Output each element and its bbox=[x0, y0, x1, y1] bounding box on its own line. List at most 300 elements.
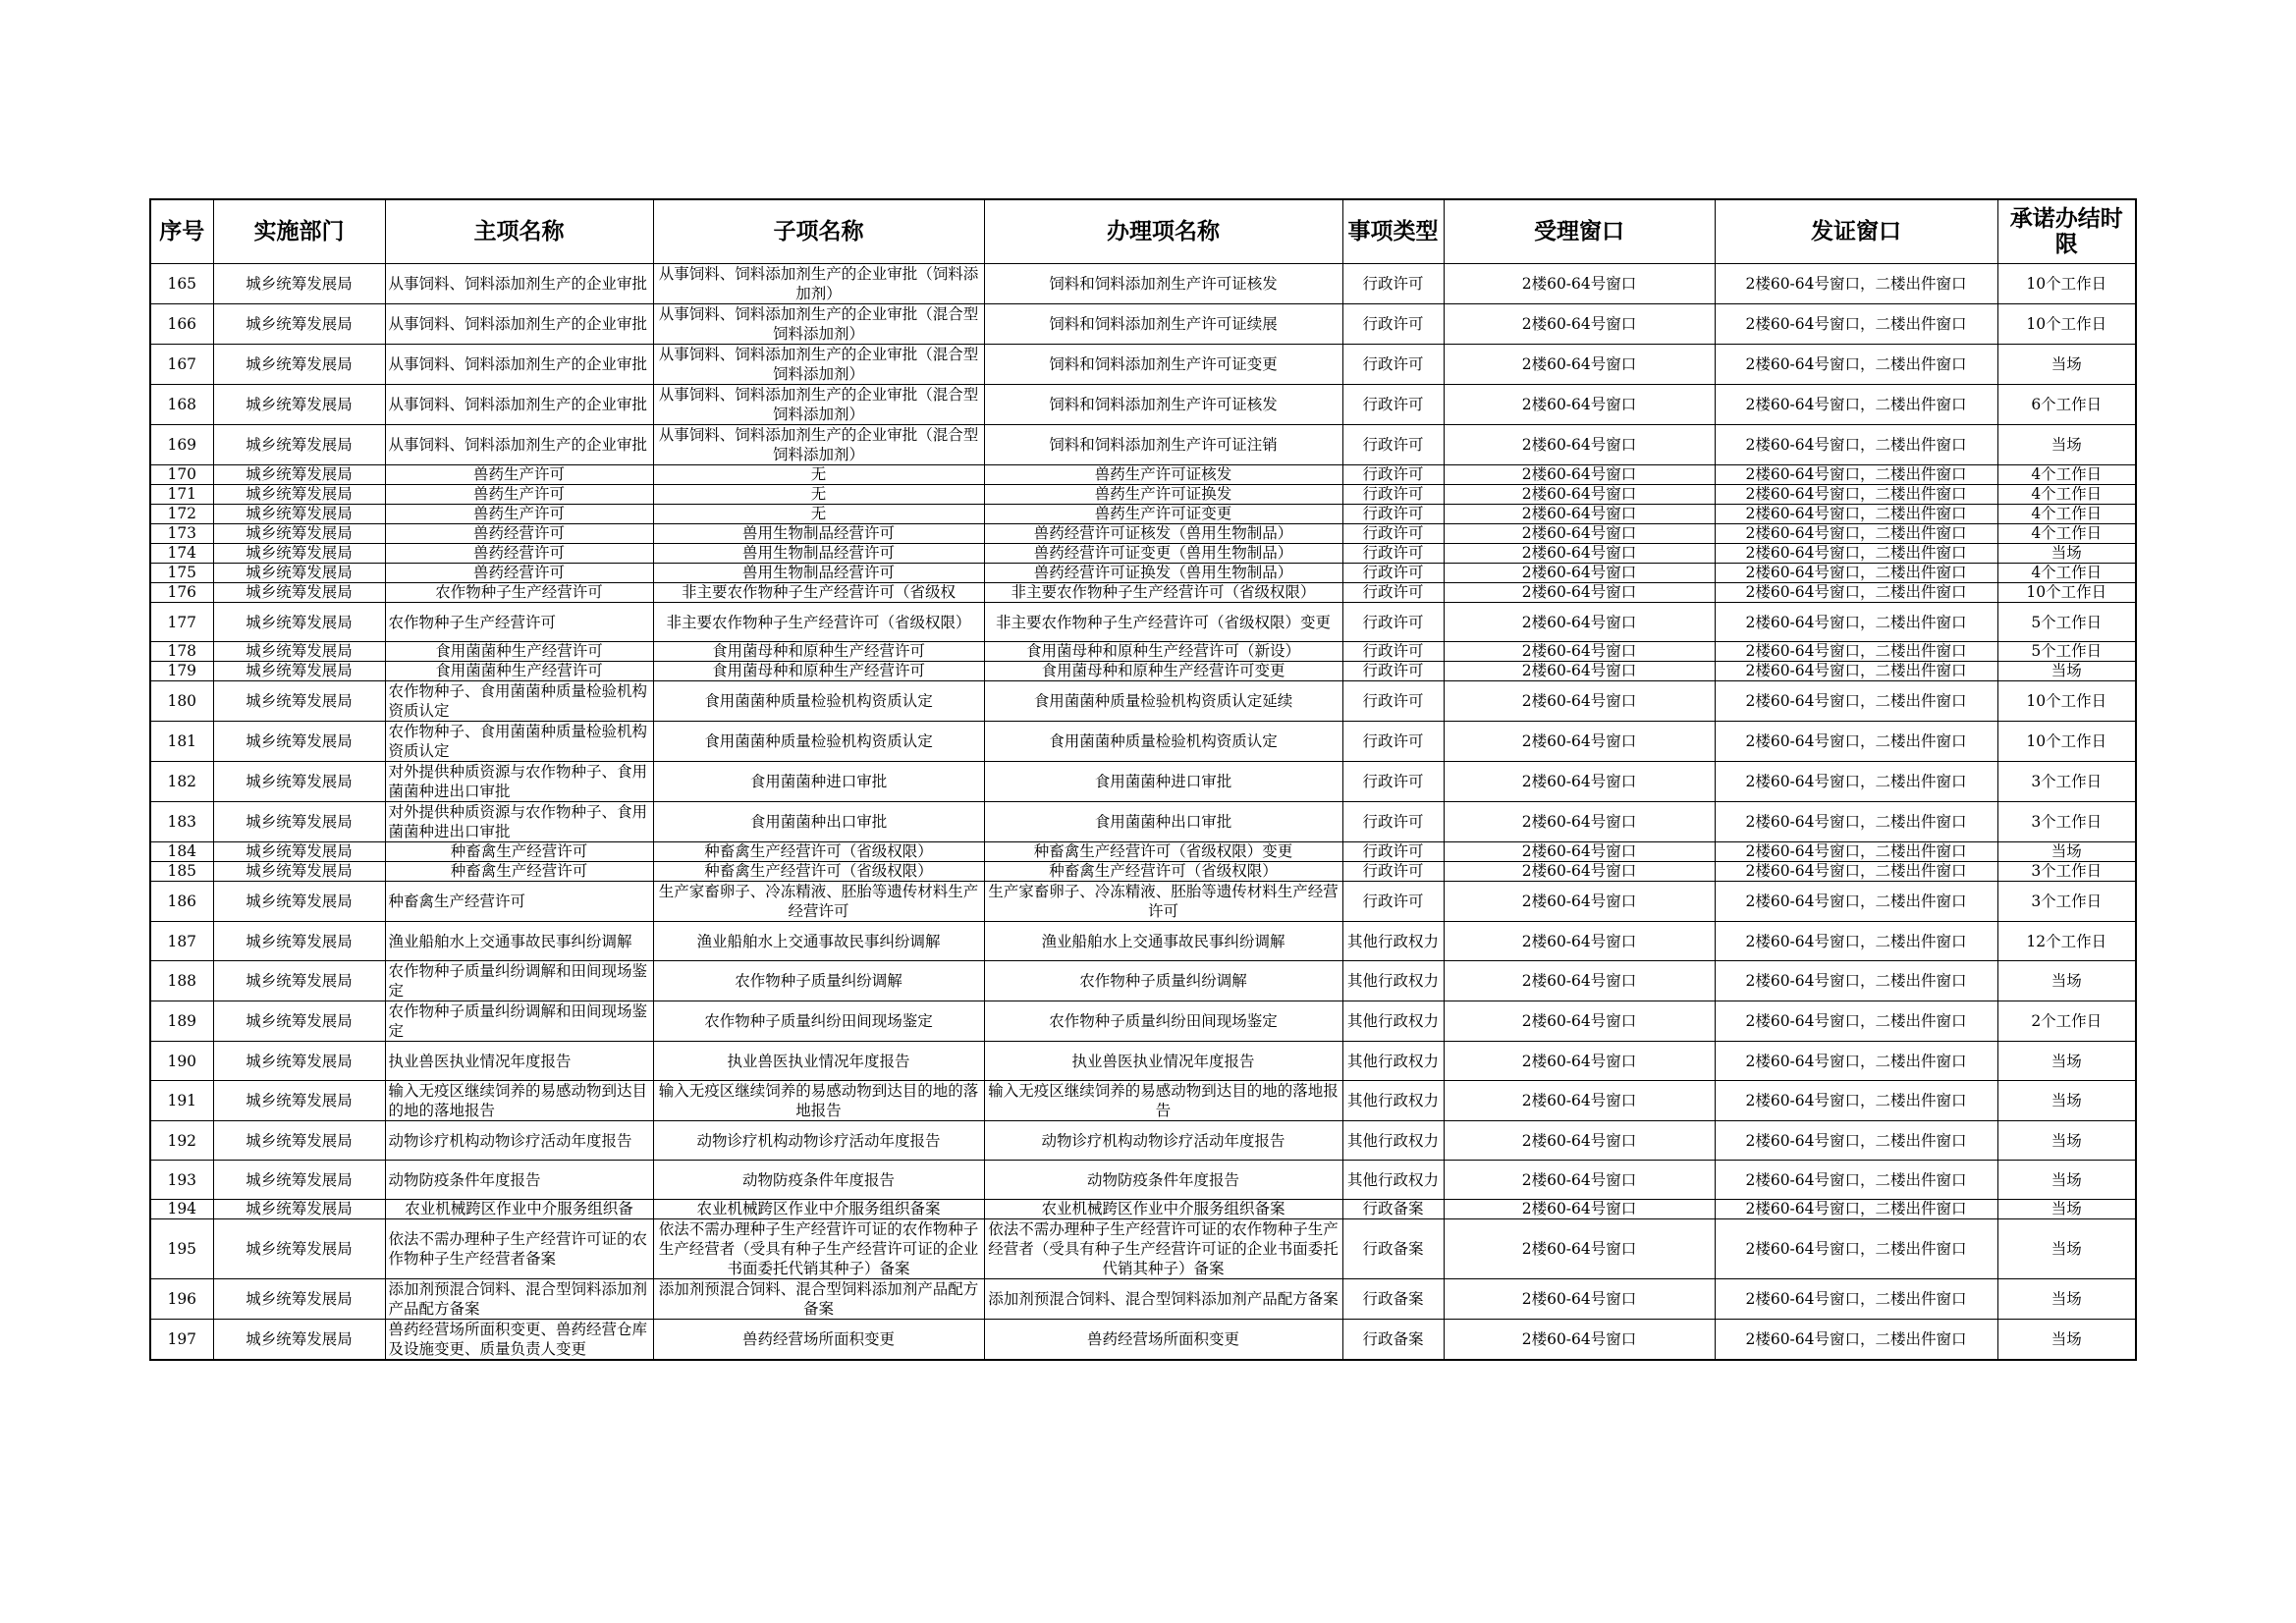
cell-accept-window: 2楼60-64号窗口 bbox=[1444, 425, 1715, 465]
table-row bbox=[150, 642, 2136, 662]
cell-sub-item: 添加剂预混合饲料、混合型饲料添加剂产品配方备案 bbox=[653, 1279, 984, 1320]
cell-issue-window: 2楼60-64号窗口，二楼出件窗口 bbox=[1715, 485, 1997, 505]
cell-index: 188 bbox=[150, 961, 213, 1001]
table-row bbox=[150, 1081, 2136, 1121]
cell-time-limit: 4个工作日 bbox=[1997, 465, 2136, 485]
cell-type: 行政许可 bbox=[1342, 862, 1444, 882]
cell-department: 城乡统筹发展局 bbox=[213, 345, 385, 385]
cell-index: 190 bbox=[150, 1042, 213, 1081]
cell-accept-window: 2楼60-64号窗口 bbox=[1444, 485, 1715, 505]
table-row bbox=[150, 304, 2136, 345]
cell-main-item: 从事饲料、饲料添加剂生产的企业审批 bbox=[385, 425, 653, 465]
cell-accept-window: 2楼60-64号窗口 bbox=[1444, 802, 1715, 842]
cell-accept-window: 2楼60-64号窗口 bbox=[1444, 583, 1715, 603]
table-row bbox=[150, 842, 2136, 862]
cell-sub-item: 非主要农作物种子生产经营许可（省级权 bbox=[653, 583, 984, 603]
cell-accept-window: 2楼60-64号窗口 bbox=[1444, 1279, 1715, 1320]
cell-index: 194 bbox=[150, 1200, 213, 1219]
cell-index: 184 bbox=[150, 842, 213, 862]
cell-type: 行政许可 bbox=[1342, 882, 1444, 922]
cell-index: 171 bbox=[150, 485, 213, 505]
cell-sub-item: 从事饲料、饲料添加剂生产的企业审批（混合型饲料添加剂） bbox=[653, 425, 984, 465]
cell-main-item: 添加剂预混合饲料、混合型饲料添加剂产品配方备案 bbox=[385, 1279, 653, 1320]
cell-index: 182 bbox=[150, 762, 213, 802]
cell-accept-window: 2楼60-64号窗口 bbox=[1444, 465, 1715, 485]
cell-department: 城乡统筹发展局 bbox=[213, 524, 385, 544]
cell-index: 173 bbox=[150, 524, 213, 544]
table-body bbox=[150, 264, 2136, 1361]
cell-time-limit: 当场 bbox=[1997, 425, 2136, 465]
cell-index: 179 bbox=[150, 662, 213, 681]
cell-handling-item: 兽药经营许可证核发（兽用生物制品） bbox=[984, 524, 1342, 544]
cell-sub-item: 从事饲料、饲料添加剂生产的企业审批（混合型饲料添加剂） bbox=[653, 304, 984, 345]
col-header-sub-item: 子项名称 bbox=[653, 199, 984, 264]
cell-accept-window: 2楼60-64号窗口 bbox=[1444, 345, 1715, 385]
table-row bbox=[150, 583, 2136, 603]
cell-handling-item: 兽药生产许可证换发 bbox=[984, 485, 1342, 505]
header-row bbox=[150, 199, 2136, 264]
cell-time-limit: 2个工作日 bbox=[1997, 1001, 2136, 1042]
cell-main-item: 从事饲料、饲料添加剂生产的企业审批 bbox=[385, 264, 653, 304]
cell-main-item: 兽药经营许可 bbox=[385, 564, 653, 583]
cell-department: 城乡统筹发展局 bbox=[213, 681, 385, 722]
table-row bbox=[150, 1320, 2136, 1361]
cell-index: 191 bbox=[150, 1081, 213, 1121]
cell-issue-window: 2楼60-64号窗口，二楼出件窗口 bbox=[1715, 583, 1997, 603]
cell-issue-window: 2楼60-64号窗口，二楼出件窗口 bbox=[1715, 642, 1997, 662]
cell-handling-item: 饲料和饲料添加剂生产许可证续展 bbox=[984, 304, 1342, 345]
table-row bbox=[150, 862, 2136, 882]
col-header-handling-item: 办理项名称 bbox=[984, 199, 1342, 264]
cell-main-item: 执业兽医执业情况年度报告 bbox=[385, 1042, 653, 1081]
table-row bbox=[150, 264, 2136, 304]
cell-department: 城乡统筹发展局 bbox=[213, 1001, 385, 1042]
cell-department: 城乡统筹发展局 bbox=[213, 425, 385, 465]
cell-issue-window: 2楼60-64号窗口，二楼出件窗口 bbox=[1715, 681, 1997, 722]
cell-handling-item: 动物防疫条件年度报告 bbox=[984, 1161, 1342, 1200]
cell-main-item: 兽药经营许可 bbox=[385, 544, 653, 564]
col-header-issue-window: 发证窗口 bbox=[1715, 199, 1997, 264]
cell-handling-item: 食用菌菌种质量检验机构资质认定 bbox=[984, 722, 1342, 762]
cell-time-limit: 当场 bbox=[1997, 1320, 2136, 1361]
cell-index: 186 bbox=[150, 882, 213, 922]
cell-issue-window: 2楼60-64号窗口，二楼出件窗口 bbox=[1715, 385, 1997, 425]
cell-sub-item: 食用菌菌种出口审批 bbox=[653, 802, 984, 842]
cell-type: 行政许可 bbox=[1342, 722, 1444, 762]
cell-department: 城乡统筹发展局 bbox=[213, 1219, 385, 1279]
cell-accept-window: 2楼60-64号窗口 bbox=[1444, 1121, 1715, 1161]
cell-department: 城乡统筹发展局 bbox=[213, 603, 385, 642]
cell-handling-item: 食用菌菌种质量检验机构资质认定延续 bbox=[984, 681, 1342, 722]
cell-index: 166 bbox=[150, 304, 213, 345]
table-row bbox=[150, 1200, 2136, 1219]
cell-sub-item: 生产家畜卵子、冷冻精液、胚胎等遗传材料生产经营许可 bbox=[653, 882, 984, 922]
cell-sub-item: 输入无疫区继续饲养的易感动物到达目的地的落地报告 bbox=[653, 1081, 984, 1121]
cell-sub-item: 兽用生物制品经营许可 bbox=[653, 524, 984, 544]
cell-sub-item: 兽药经营场所面积变更 bbox=[653, 1320, 984, 1361]
cell-index: 170 bbox=[150, 465, 213, 485]
cell-sub-item: 种畜禽生产经营许可（省级权限） bbox=[653, 862, 984, 882]
cell-sub-item: 执业兽医执业情况年度报告 bbox=[653, 1042, 984, 1081]
cell-issue-window: 2楼60-64号窗口，二楼出件窗口 bbox=[1715, 922, 1997, 961]
cell-department: 城乡统筹发展局 bbox=[213, 264, 385, 304]
table-row bbox=[150, 544, 2136, 564]
cell-accept-window: 2楼60-64号窗口 bbox=[1444, 544, 1715, 564]
cell-handling-item: 非主要农作物种子生产经营许可（省级权限） bbox=[984, 583, 1342, 603]
col-header-department: 实施部门 bbox=[213, 199, 385, 264]
cell-accept-window: 2楼60-64号窗口 bbox=[1444, 922, 1715, 961]
cell-handling-item: 食用菌菌种出口审批 bbox=[984, 802, 1342, 842]
cell-main-item: 动物防疫条件年度报告 bbox=[385, 1161, 653, 1200]
cell-time-limit: 当场 bbox=[1997, 842, 2136, 862]
col-header-index: 序号 bbox=[150, 199, 213, 264]
cell-type: 行政许可 bbox=[1342, 264, 1444, 304]
cell-sub-item: 从事饲料、饲料添加剂生产的企业审批（混合型饲料添加剂） bbox=[653, 385, 984, 425]
cell-handling-item: 兽药经营许可证换发（兽用生物制品） bbox=[984, 564, 1342, 583]
cell-time-limit: 10个工作日 bbox=[1997, 264, 2136, 304]
table-row bbox=[150, 385, 2136, 425]
cell-sub-item: 兽用生物制品经营许可 bbox=[653, 564, 984, 583]
cell-time-limit: 10个工作日 bbox=[1997, 722, 2136, 762]
table-row bbox=[150, 882, 2136, 922]
table-row bbox=[150, 465, 2136, 485]
col-header-main-item: 主项名称 bbox=[385, 199, 653, 264]
cell-main-item: 从事饲料、饲料添加剂生产的企业审批 bbox=[385, 345, 653, 385]
cell-department: 城乡统筹发展局 bbox=[213, 762, 385, 802]
cell-main-item: 农作物种子、食用菌菌种质量检验机构资质认定 bbox=[385, 681, 653, 722]
cell-handling-item: 种畜禽生产经营许可（省级权限） bbox=[984, 862, 1342, 882]
cell-issue-window: 2楼60-64号窗口，二楼出件窗口 bbox=[1715, 662, 1997, 681]
cell-accept-window: 2楼60-64号窗口 bbox=[1444, 961, 1715, 1001]
cell-handling-item: 饲料和饲料添加剂生产许可证注销 bbox=[984, 425, 1342, 465]
table-row bbox=[150, 961, 2136, 1001]
cell-handling-item: 食用菌菌种进口审批 bbox=[984, 762, 1342, 802]
table-row bbox=[150, 1001, 2136, 1042]
cell-issue-window: 2楼60-64号窗口，二楼出件窗口 bbox=[1715, 961, 1997, 1001]
cell-issue-window: 2楼60-64号窗口，二楼出件窗口 bbox=[1715, 264, 1997, 304]
cell-main-item: 种畜禽生产经营许可 bbox=[385, 882, 653, 922]
cell-index: 168 bbox=[150, 385, 213, 425]
cell-issue-window: 2楼60-64号窗口，二楼出件窗口 bbox=[1715, 762, 1997, 802]
cell-department: 城乡统筹发展局 bbox=[213, 583, 385, 603]
cell-main-item: 兽药经营场所面积变更、兽药经营仓库及设施变更、质量负责人变更 bbox=[385, 1320, 653, 1361]
cell-handling-item: 输入无疫区继续饲养的易感动物到达目的地的落地报告 bbox=[984, 1081, 1342, 1121]
table-row bbox=[150, 802, 2136, 842]
cell-department: 城乡统筹发展局 bbox=[213, 882, 385, 922]
cell-accept-window: 2楼60-64号窗口 bbox=[1444, 603, 1715, 642]
cell-department: 城乡统筹发展局 bbox=[213, 1200, 385, 1219]
cell-accept-window: 2楼60-64号窗口 bbox=[1444, 524, 1715, 544]
cell-index: 177 bbox=[150, 603, 213, 642]
table-row bbox=[150, 425, 2136, 465]
cell-index: 169 bbox=[150, 425, 213, 465]
cell-type: 行政备案 bbox=[1342, 1200, 1444, 1219]
cell-accept-window: 2楼60-64号窗口 bbox=[1444, 1042, 1715, 1081]
cell-handling-item: 执业兽医执业情况年度报告 bbox=[984, 1042, 1342, 1081]
cell-type: 行政许可 bbox=[1342, 524, 1444, 544]
cell-time-limit: 3个工作日 bbox=[1997, 862, 2136, 882]
cell-time-limit: 当场 bbox=[1997, 1161, 2136, 1200]
col-header-accept-window: 受理窗口 bbox=[1444, 199, 1715, 264]
cell-index: 192 bbox=[150, 1121, 213, 1161]
cell-time-limit: 当场 bbox=[1997, 1279, 2136, 1320]
cell-index: 180 bbox=[150, 681, 213, 722]
cell-time-limit: 5个工作日 bbox=[1997, 603, 2136, 642]
cell-accept-window: 2楼60-64号窗口 bbox=[1444, 1219, 1715, 1279]
cell-time-limit: 当场 bbox=[1997, 662, 2136, 681]
cell-sub-item: 依法不需办理种子生产经营许可证的农作物种子生产经营者（受具有种子生产经营许可证的企业书面委托代销其种子）备案 bbox=[653, 1219, 984, 1279]
cell-index: 181 bbox=[150, 722, 213, 762]
cell-issue-window: 2楼60-64号窗口，二楼出件窗口 bbox=[1715, 1001, 1997, 1042]
table-row bbox=[150, 922, 2136, 961]
cell-issue-window: 2楼60-64号窗口，二楼出件窗口 bbox=[1715, 425, 1997, 465]
cell-sub-item: 农作物种子质量纠纷田间现场鉴定 bbox=[653, 1001, 984, 1042]
cell-type: 行政许可 bbox=[1342, 681, 1444, 722]
cell-department: 城乡统筹发展局 bbox=[213, 385, 385, 425]
cell-sub-item: 渔业船舶水上交通事故民事纠纷调解 bbox=[653, 922, 984, 961]
cell-main-item: 农作物种子质量纠纷调解和田间现场鉴定 bbox=[385, 961, 653, 1001]
cell-main-item: 动物诊疗机构动物诊疗活动年度报告 bbox=[385, 1121, 653, 1161]
cell-time-limit: 4个工作日 bbox=[1997, 524, 2136, 544]
cell-handling-item: 兽药经营场所面积变更 bbox=[984, 1320, 1342, 1361]
cell-main-item: 兽药生产许可 bbox=[385, 505, 653, 524]
cell-index: 195 bbox=[150, 1219, 213, 1279]
cell-type: 其他行政权力 bbox=[1342, 1121, 1444, 1161]
cell-accept-window: 2楼60-64号窗口 bbox=[1444, 662, 1715, 681]
cell-index: 165 bbox=[150, 264, 213, 304]
cell-type: 行政许可 bbox=[1342, 345, 1444, 385]
cell-department: 城乡统筹发展局 bbox=[213, 922, 385, 961]
cell-index: 187 bbox=[150, 922, 213, 961]
cell-type: 行政许可 bbox=[1342, 465, 1444, 485]
cell-time-limit: 3个工作日 bbox=[1997, 762, 2136, 802]
cell-issue-window: 2楼60-64号窗口，二楼出件窗口 bbox=[1715, 802, 1997, 842]
cell-department: 城乡统筹发展局 bbox=[213, 564, 385, 583]
cell-sub-item: 食用菌菌种质量检验机构资质认定 bbox=[653, 722, 984, 762]
cell-time-limit: 10个工作日 bbox=[1997, 304, 2136, 345]
table-row bbox=[150, 345, 2136, 385]
cell-accept-window: 2楼60-64号窗口 bbox=[1444, 1200, 1715, 1219]
cell-accept-window: 2楼60-64号窗口 bbox=[1444, 564, 1715, 583]
cell-main-item: 输入无疫区继续饲养的易感动物到达目的地的落地报告 bbox=[385, 1081, 653, 1121]
cell-index: 185 bbox=[150, 862, 213, 882]
cell-issue-window: 2楼60-64号窗口，二楼出件窗口 bbox=[1715, 1279, 1997, 1320]
cell-time-limit: 6个工作日 bbox=[1997, 385, 2136, 425]
cell-sub-item: 从事饲料、饲料添加剂生产的企业审批（饲料添加剂） bbox=[653, 264, 984, 304]
cell-type: 其他行政权力 bbox=[1342, 1042, 1444, 1081]
table-row bbox=[150, 662, 2136, 681]
cell-department: 城乡统筹发展局 bbox=[213, 1081, 385, 1121]
cell-department: 城乡统筹发展局 bbox=[213, 485, 385, 505]
cell-accept-window: 2楼60-64号窗口 bbox=[1444, 1001, 1715, 1042]
cell-type: 其他行政权力 bbox=[1342, 1081, 1444, 1121]
cell-issue-window: 2楼60-64号窗口，二楼出件窗口 bbox=[1715, 603, 1997, 642]
cell-accept-window: 2楼60-64号窗口 bbox=[1444, 842, 1715, 862]
cell-time-limit: 5个工作日 bbox=[1997, 642, 2136, 662]
cell-main-item: 对外提供种质资源与农作物种子、食用菌菌种进出口审批 bbox=[385, 802, 653, 842]
table-row bbox=[150, 603, 2136, 642]
cell-accept-window: 2楼60-64号窗口 bbox=[1444, 762, 1715, 802]
table-row bbox=[150, 1121, 2136, 1161]
cell-handling-item: 食用菌母种和原种生产经营许可（新设） bbox=[984, 642, 1342, 662]
cell-handling-item: 添加剂预混合饲料、混合型饲料添加剂产品配方备案 bbox=[984, 1279, 1342, 1320]
cell-type: 行政许可 bbox=[1342, 603, 1444, 642]
cell-main-item: 兽药生产许可 bbox=[385, 465, 653, 485]
cell-type: 行政备案 bbox=[1342, 1219, 1444, 1279]
cell-type: 行政许可 bbox=[1342, 304, 1444, 345]
cell-department: 城乡统筹发展局 bbox=[213, 304, 385, 345]
cell-type: 其他行政权力 bbox=[1342, 1161, 1444, 1200]
cell-type: 行政许可 bbox=[1342, 485, 1444, 505]
cell-time-limit: 当场 bbox=[1997, 1219, 2136, 1279]
cell-time-limit: 当场 bbox=[1997, 544, 2136, 564]
cell-index: 196 bbox=[150, 1279, 213, 1320]
cell-main-item: 对外提供种质资源与农作物种子、食用菌菌种进出口审批 bbox=[385, 762, 653, 802]
cell-issue-window: 2楼60-64号窗口，二楼出件窗口 bbox=[1715, 1081, 1997, 1121]
cell-department: 城乡统筹发展局 bbox=[213, 1279, 385, 1320]
table-row bbox=[150, 505, 2136, 524]
cell-type: 行政许可 bbox=[1342, 505, 1444, 524]
cell-type: 行政许可 bbox=[1342, 662, 1444, 681]
cell-type: 其他行政权力 bbox=[1342, 922, 1444, 961]
cell-index: 178 bbox=[150, 642, 213, 662]
cell-time-limit: 当场 bbox=[1997, 1042, 2136, 1081]
cell-department: 城乡统筹发展局 bbox=[213, 1320, 385, 1361]
cell-accept-window: 2楼60-64号窗口 bbox=[1444, 264, 1715, 304]
cell-index: 193 bbox=[150, 1161, 213, 1200]
col-header-time-limit: 承诺办结时限 bbox=[1997, 199, 2136, 264]
cell-time-limit: 当场 bbox=[1997, 1200, 2136, 1219]
cell-type: 行政许可 bbox=[1342, 385, 1444, 425]
cell-department: 城乡统筹发展局 bbox=[213, 862, 385, 882]
cell-time-limit: 4个工作日 bbox=[1997, 564, 2136, 583]
cell-department: 城乡统筹发展局 bbox=[213, 1121, 385, 1161]
cell-accept-window: 2楼60-64号窗口 bbox=[1444, 1081, 1715, 1121]
cell-main-item: 种畜禽生产经营许可 bbox=[385, 862, 653, 882]
cell-handling-item: 生产家畜卵子、冷冻精液、胚胎等遗传材料生产经营许可 bbox=[984, 882, 1342, 922]
cell-issue-window: 2楼60-64号窗口，二楼出件窗口 bbox=[1715, 465, 1997, 485]
cell-department: 城乡统筹发展局 bbox=[213, 544, 385, 564]
cell-handling-item: 农作物种子质量纠纷田间现场鉴定 bbox=[984, 1001, 1342, 1042]
cell-sub-item: 动物防疫条件年度报告 bbox=[653, 1161, 984, 1200]
cell-main-item: 食用菌菌种生产经营许可 bbox=[385, 642, 653, 662]
cell-handling-item: 动物诊疗机构动物诊疗活动年度报告 bbox=[984, 1121, 1342, 1161]
cell-issue-window: 2楼60-64号窗口，二楼出件窗口 bbox=[1715, 505, 1997, 524]
cell-main-item: 农作物种子生产经营许可 bbox=[385, 603, 653, 642]
cell-sub-item: 兽用生物制品经营许可 bbox=[653, 544, 984, 564]
cell-handling-item: 种畜禽生产经营许可（省级权限）变更 bbox=[984, 842, 1342, 862]
cell-accept-window: 2楼60-64号窗口 bbox=[1444, 1320, 1715, 1361]
cell-type: 其他行政权力 bbox=[1342, 961, 1444, 1001]
cell-sub-item: 无 bbox=[653, 485, 984, 505]
cell-department: 城乡统筹发展局 bbox=[213, 505, 385, 524]
cell-main-item: 食用菌菌种生产经营许可 bbox=[385, 662, 653, 681]
cell-type: 行政许可 bbox=[1342, 642, 1444, 662]
cell-index: 172 bbox=[150, 505, 213, 524]
cell-issue-window: 2楼60-64号窗口，二楼出件窗口 bbox=[1715, 1161, 1997, 1200]
cell-handling-item: 农业机械跨区作业中介服务组织备案 bbox=[984, 1200, 1342, 1219]
cell-department: 城乡统筹发展局 bbox=[213, 802, 385, 842]
table-row bbox=[150, 1219, 2136, 1279]
cell-issue-window: 2楼60-64号窗口，二楼出件窗口 bbox=[1715, 1200, 1997, 1219]
cell-sub-item: 食用菌菌种质量检验机构资质认定 bbox=[653, 681, 984, 722]
cell-accept-window: 2楼60-64号窗口 bbox=[1444, 385, 1715, 425]
cell-index: 189 bbox=[150, 1001, 213, 1042]
cell-department: 城乡统筹发展局 bbox=[213, 662, 385, 681]
cell-main-item: 从事饲料、饲料添加剂生产的企业审批 bbox=[385, 304, 653, 345]
cell-department: 城乡统筹发展局 bbox=[213, 1042, 385, 1081]
cell-main-item: 农作物种子质量纠纷调解和田间现场鉴定 bbox=[385, 1001, 653, 1042]
cell-index: 167 bbox=[150, 345, 213, 385]
cell-department: 城乡统筹发展局 bbox=[213, 722, 385, 762]
cell-main-item: 农业机械跨区作业中介服务组织备 bbox=[385, 1200, 653, 1219]
cell-department: 城乡统筹发展局 bbox=[213, 465, 385, 485]
cell-sub-item: 非主要农作物种子生产经营许可（省级权限） bbox=[653, 603, 984, 642]
cell-main-item: 依法不需办理种子生产经营许可证的农作物种子生产经营者备案 bbox=[385, 1219, 653, 1279]
cell-index: 175 bbox=[150, 564, 213, 583]
cell-time-limit: 12个工作日 bbox=[1997, 922, 2136, 961]
cell-handling-item: 食用菌母种和原种生产经营许可变更 bbox=[984, 662, 1342, 681]
cell-time-limit: 3个工作日 bbox=[1997, 802, 2136, 842]
cell-time-limit: 当场 bbox=[1997, 345, 2136, 385]
cell-main-item: 种畜禽生产经营许可 bbox=[385, 842, 653, 862]
cell-handling-item: 饲料和饲料添加剂生产许可证核发 bbox=[984, 385, 1342, 425]
cell-time-limit: 4个工作日 bbox=[1997, 485, 2136, 505]
cell-handling-item: 饲料和饲料添加剂生产许可证核发 bbox=[984, 264, 1342, 304]
cell-time-limit: 10个工作日 bbox=[1997, 681, 2136, 722]
cell-time-limit: 当场 bbox=[1997, 1121, 2136, 1161]
cell-issue-window: 2楼60-64号窗口，二楼出件窗口 bbox=[1715, 842, 1997, 862]
cell-type: 行政许可 bbox=[1342, 842, 1444, 862]
cell-type: 其他行政权力 bbox=[1342, 1001, 1444, 1042]
cell-main-item: 渔业船舶水上交通事故民事纠纷调解 bbox=[385, 922, 653, 961]
cell-handling-item: 饲料和饲料添加剂生产许可证变更 bbox=[984, 345, 1342, 385]
cell-sub-item: 食用菌母种和原种生产经营许可 bbox=[653, 642, 984, 662]
cell-type: 行政许可 bbox=[1342, 564, 1444, 583]
cell-department: 城乡统筹发展局 bbox=[213, 1161, 385, 1200]
cell-department: 城乡统筹发展局 bbox=[213, 961, 385, 1001]
cell-issue-window: 2楼60-64号窗口，二楼出件窗口 bbox=[1715, 544, 1997, 564]
cell-issue-window: 2楼60-64号窗口，二楼出件窗口 bbox=[1715, 1219, 1997, 1279]
cell-handling-item: 兽药经营许可证变更（兽用生物制品） bbox=[984, 544, 1342, 564]
cell-main-item: 兽药生产许可 bbox=[385, 485, 653, 505]
table-row bbox=[150, 524, 2136, 544]
cell-main-item: 从事饲料、饲料添加剂生产的企业审批 bbox=[385, 385, 653, 425]
cell-accept-window: 2楼60-64号窗口 bbox=[1444, 862, 1715, 882]
table-row bbox=[150, 1042, 2136, 1081]
cell-sub-item: 食用菌菌种进口审批 bbox=[653, 762, 984, 802]
cell-time-limit: 4个工作日 bbox=[1997, 505, 2136, 524]
cell-type: 行政许可 bbox=[1342, 425, 1444, 465]
cell-type: 行政许可 bbox=[1342, 544, 1444, 564]
cell-sub-item: 动物诊疗机构动物诊疗活动年度报告 bbox=[653, 1121, 984, 1161]
cell-sub-item: 无 bbox=[653, 505, 984, 524]
cell-sub-item: 农作物种子质量纠纷调解 bbox=[653, 961, 984, 1001]
table-row bbox=[150, 1161, 2136, 1200]
cell-issue-window: 2楼60-64号窗口，二楼出件窗口 bbox=[1715, 722, 1997, 762]
cell-handling-item: 农作物种子质量纠纷调解 bbox=[984, 961, 1342, 1001]
cell-type: 行政许可 bbox=[1342, 583, 1444, 603]
table-row bbox=[150, 722, 2136, 762]
cell-issue-window: 2楼60-64号窗口，二楼出件窗口 bbox=[1715, 564, 1997, 583]
cell-main-item: 农作物种子生产经营许可 bbox=[385, 583, 653, 603]
cell-accept-window: 2楼60-64号窗口 bbox=[1444, 304, 1715, 345]
cell-department: 城乡统筹发展局 bbox=[213, 642, 385, 662]
cell-sub-item: 食用菌母种和原种生产经营许可 bbox=[653, 662, 984, 681]
cell-type: 行政许可 bbox=[1342, 762, 1444, 802]
cell-issue-window: 2楼60-64号窗口，二楼出件窗口 bbox=[1715, 862, 1997, 882]
cell-accept-window: 2楼60-64号窗口 bbox=[1444, 505, 1715, 524]
